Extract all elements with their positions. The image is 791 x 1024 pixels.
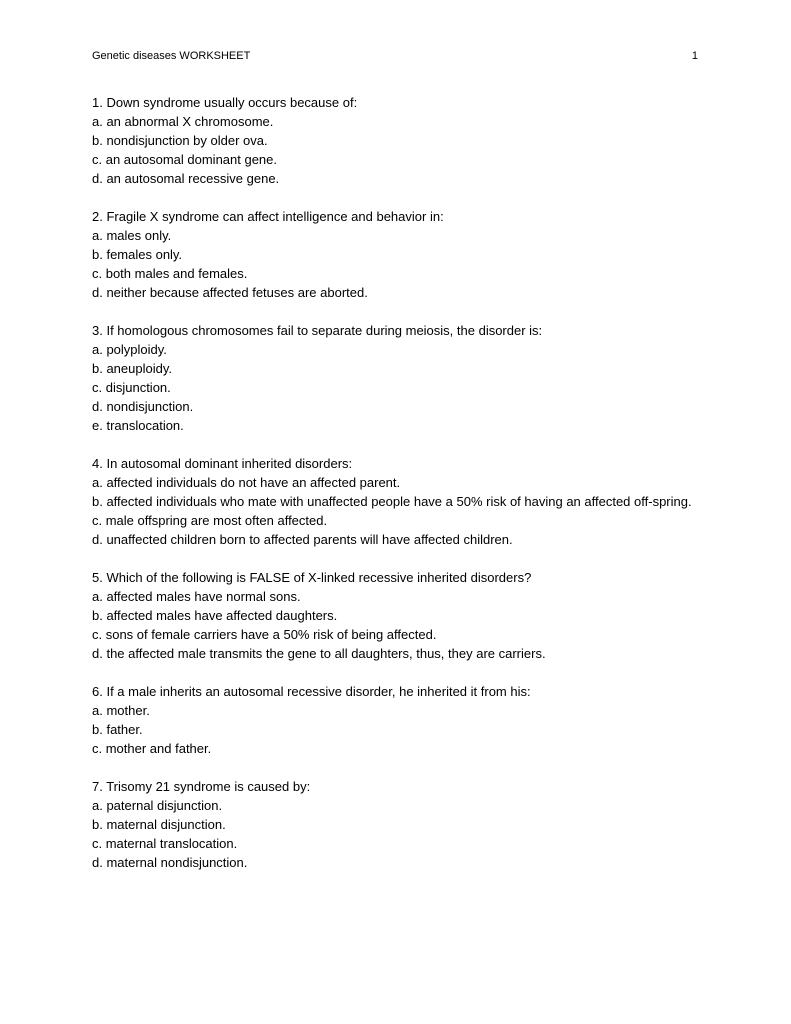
answer-option: b. affected individuals who mate with unaffected people have a 50% risk of having an affected off-spring. [92, 494, 692, 509]
worksheet-title: Genetic diseases WORKSHEET [92, 50, 251, 62]
answer-option: c. both males and females. [92, 266, 248, 281]
answer-option: a. affected males have normal sons. [92, 589, 301, 604]
answer-option: c. maternal translocation. [92, 836, 238, 851]
question-3 [92, 321, 707, 435]
question-text: 4. In autosomal dominant inherited disorders: [92, 456, 353, 471]
answer-option: b. aneuploidy. [92, 361, 172, 376]
answer-option: e. translocation. [92, 418, 184, 433]
answer-option: d. nondisjunction. [92, 399, 194, 414]
question-4 [92, 454, 707, 549]
answer-option: d. an autosomal recessive gene. [92, 171, 280, 186]
answer-option: c. male offspring are most often affected. [92, 513, 328, 528]
answer-option: b. nondisjunction by older ova. [92, 133, 268, 148]
question-text: 6. If a male inherits an autosomal recessive disorder, he inherited it from his: [92, 684, 531, 699]
answer-option: a. mother. [92, 703, 150, 718]
answer-option: d. maternal nondisjunction. [92, 855, 248, 870]
answer-option: c. sons of female carriers have a 50% risk of being affected. [92, 627, 437, 642]
question-text: 7. Trisomy 21 syndrome is caused by: [92, 779, 311, 794]
answer-option: a. males only. [92, 228, 172, 243]
answer-option: d. unaffected children born to affected parents will have affected children. [92, 532, 513, 547]
answer-option: b. females only. [92, 247, 183, 262]
question-5 [92, 568, 707, 663]
answer-option: a. polyploidy. [92, 342, 167, 357]
question-text: 3. If homologous chromosomes fail to separate during meiosis, the disorder is: [92, 323, 543, 338]
answer-option: b. father. [92, 722, 143, 737]
answer-option: c. an autosomal dominant gene. [92, 152, 278, 167]
page-header [92, 48, 698, 64]
answer-option: b. affected males have affected daughters. [92, 608, 338, 623]
question-7 [92, 777, 707, 872]
question-1 [92, 93, 707, 188]
question-list [92, 93, 707, 891]
answer-option: d. neither because affected fetuses are aborted. [92, 285, 368, 300]
question-text: 2. Fragile X syndrome can affect intelligence and behavior in: [92, 209, 444, 224]
question-text: 5. Which of the following is FALSE of X-linked recessive inherited disorders? [92, 570, 532, 585]
answer-option: a. affected individuals do not have an affected parent. [92, 475, 401, 490]
answer-option: a. paternal disjunction. [92, 798, 223, 813]
question-text: 1. Down syndrome usually occurs because of: [92, 95, 358, 110]
answer-option: a. an abnormal X chromosome. [92, 114, 274, 129]
answer-option: b. maternal disjunction. [92, 817, 226, 832]
page-number: 1 [691, 50, 698, 62]
question-6 [92, 682, 707, 758]
answer-option: d. the affected male transmits the gene to all daughters, thus, they are carriers. [92, 646, 546, 661]
answer-option: c. disjunction. [92, 380, 171, 395]
question-2 [92, 207, 707, 302]
answer-option: c. mother and father. [92, 741, 212, 756]
